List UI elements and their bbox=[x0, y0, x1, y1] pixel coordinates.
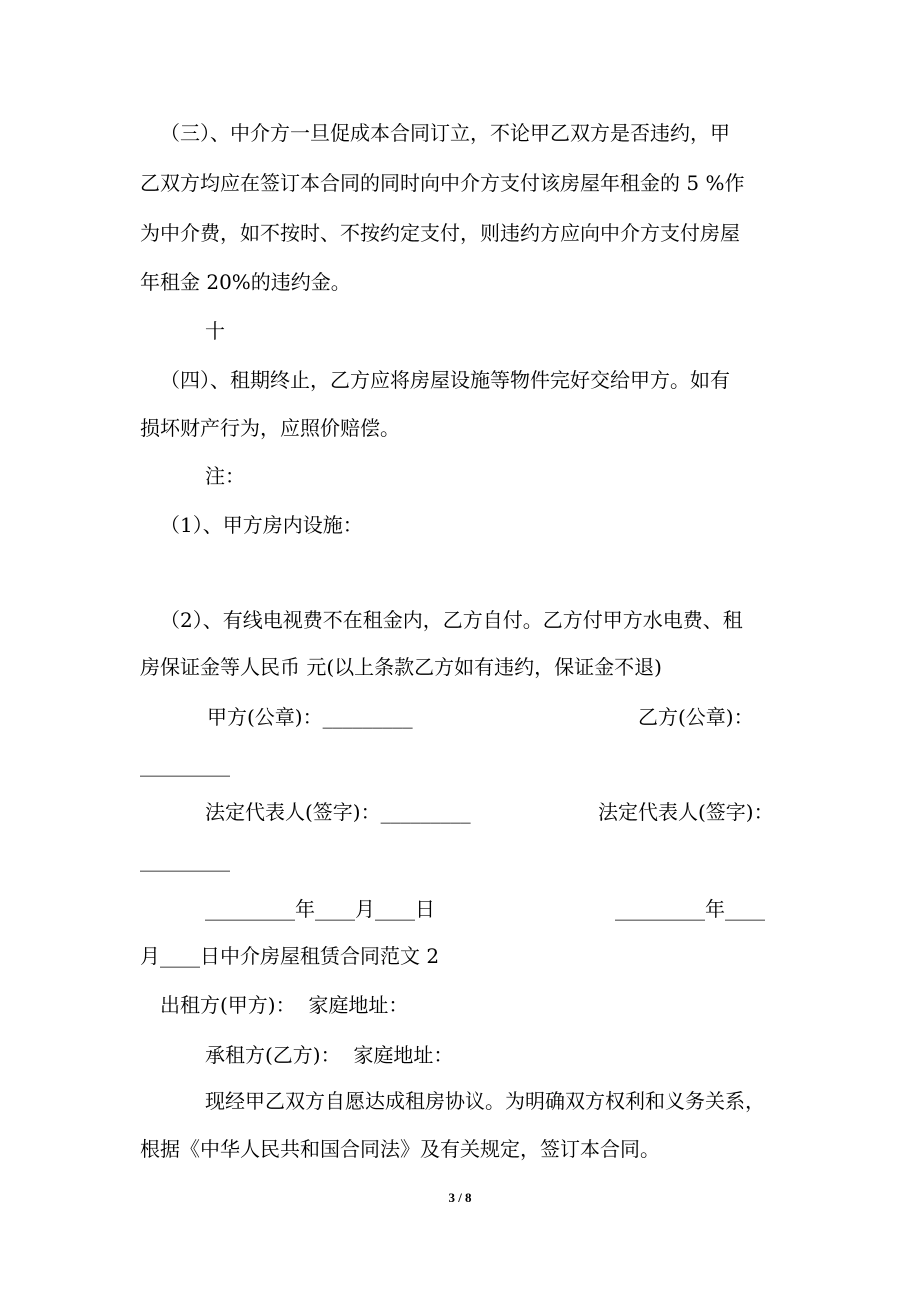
lessee-field: 承租方(乙方)： 家庭地址： bbox=[205, 1043, 454, 1067]
party-b-seal-blank: _________ bbox=[140, 753, 230, 777]
text-line: 年租金 20%的违约金。 bbox=[140, 270, 351, 294]
text-line: 为中介费，如不按时、不按约定支付，则违约方应向中介方支付房屋 bbox=[140, 221, 740, 245]
section-label: 十 bbox=[205, 319, 225, 343]
lessor-line bbox=[0, 990, 920, 1020]
note-2-line-1 bbox=[0, 605, 920, 635]
preamble-line-1 bbox=[0, 1086, 920, 1116]
date-continuation-line bbox=[0, 941, 920, 971]
preamble-line-2 bbox=[0, 1134, 920, 1164]
party-a-date-field: _________年____月____日 bbox=[205, 897, 435, 921]
clause-3-line-3 bbox=[0, 218, 920, 248]
note-heading bbox=[0, 461, 920, 491]
representative-line bbox=[0, 797, 920, 827]
text-line: 损坏财产行为，应照价赔偿。 bbox=[140, 416, 400, 440]
clause-3-line-2 bbox=[0, 168, 920, 198]
text-line: 房保证金等人民币 元(以上条款乙方如有违约，保证金不退) bbox=[140, 655, 662, 679]
date-line bbox=[0, 894, 920, 924]
text-line: （三）、中介方一旦促成本合同订立，不论甲乙双方是否违约，甲 bbox=[160, 121, 730, 145]
seal-line bbox=[0, 702, 920, 732]
lessee-line bbox=[0, 1040, 920, 1070]
page-number: 3 / 8 bbox=[448, 1190, 472, 1205]
text-line: 根据《中华人民共和国合同法》及有关规定，签订本合同。 bbox=[140, 1137, 660, 1161]
section-number-ten bbox=[0, 316, 920, 346]
note-2-line-2 bbox=[0, 652, 920, 682]
text-line: （四）、租期终止，乙方应将房屋设施等物件完好交给甲方。如有 bbox=[160, 368, 730, 392]
representative-continuation-line bbox=[0, 845, 920, 875]
text-line: 现经甲乙双方自愿达成租房协议。为明确双方权利和义务关系， bbox=[205, 1089, 765, 1113]
clause-4-line-2 bbox=[0, 413, 920, 443]
clause-3-line-1 bbox=[0, 118, 920, 148]
text-line: （1）、甲方房内设施： bbox=[160, 513, 363, 537]
party-a-seal-field: 甲方(公章)：_________ bbox=[207, 705, 413, 729]
clause-3-line-4 bbox=[0, 267, 920, 297]
party-b-representative-field: 法定代表人(签字)： bbox=[598, 800, 774, 824]
text-line: 月____日中介房屋租赁合同范文 2 bbox=[140, 944, 440, 968]
text-line: 乙双方均应在签订本合同的同时向中介方支付该房屋年租金的 5 %作 bbox=[140, 171, 745, 195]
note-1-line bbox=[0, 510, 920, 540]
text-line: （2）、有线电视费不在租金内，乙方自付。乙方付甲方水电费、租 bbox=[160, 608, 743, 632]
party-b-date-field: _________年____ bbox=[615, 897, 765, 921]
lessor-field: 出租方(甲方)： 家庭地址： bbox=[160, 993, 409, 1017]
party-b-seal-field: 乙方(公章)： bbox=[638, 705, 754, 729]
seal-continuation-line bbox=[0, 750, 920, 780]
party-b-representative-blank: _________ bbox=[140, 848, 230, 872]
note-label: 注： bbox=[205, 464, 245, 488]
clause-4-line-1 bbox=[0, 365, 920, 395]
party-a-representative-field: 法定代表人(签字)：_________ bbox=[205, 800, 471, 824]
